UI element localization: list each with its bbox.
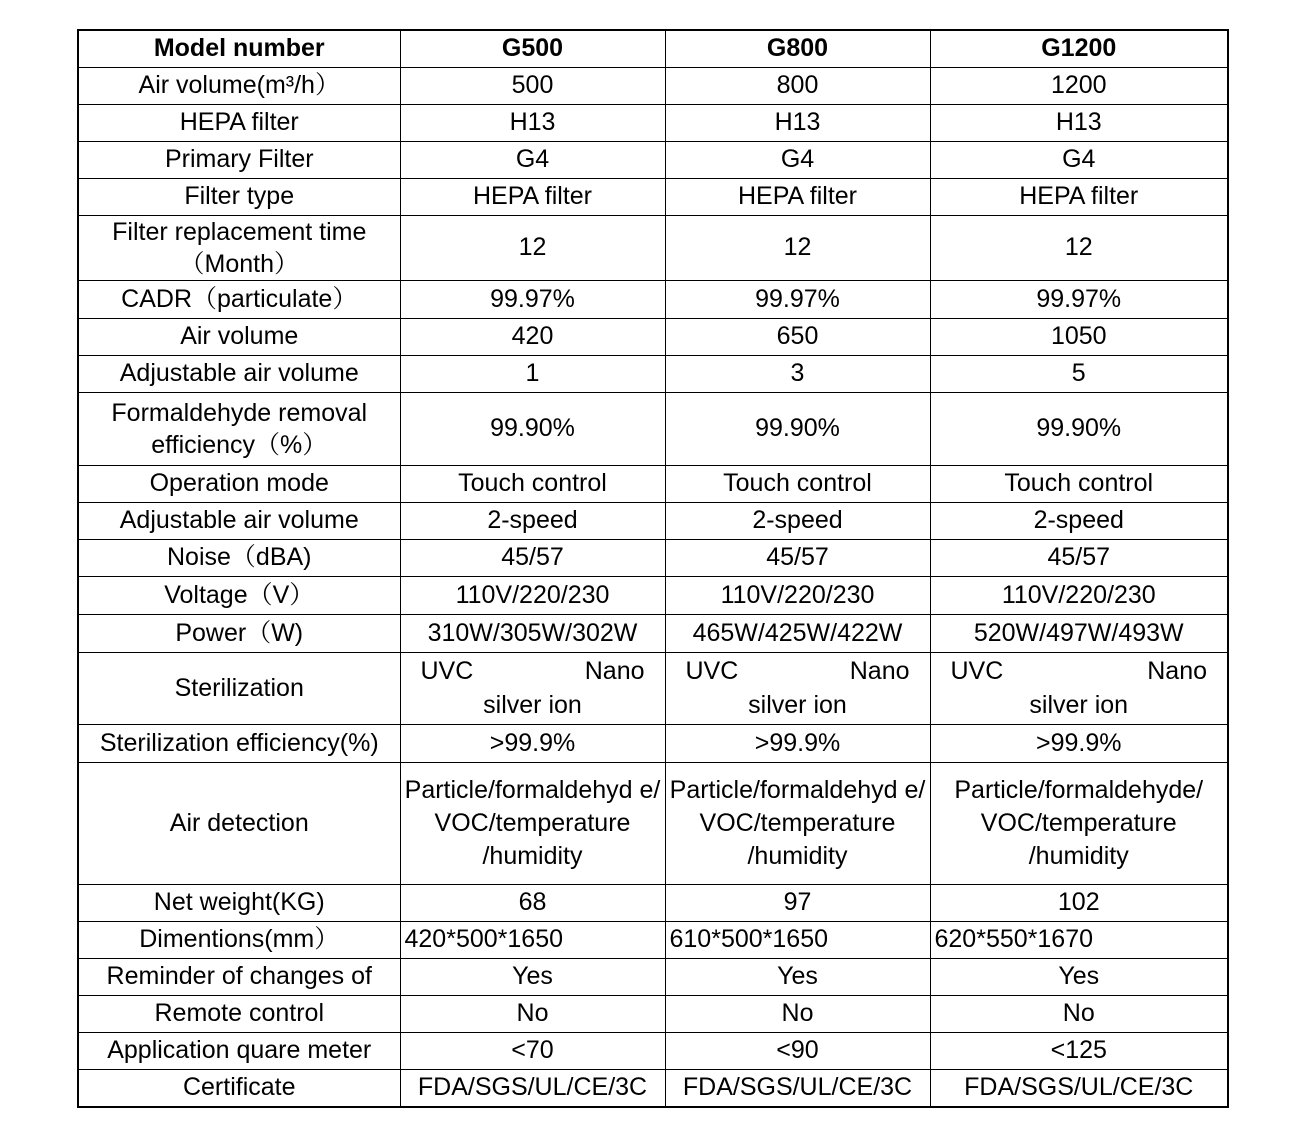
table-row bbox=[78, 280, 1228, 318]
table-row bbox=[78, 355, 1228, 392]
table-row bbox=[78, 1032, 1228, 1069]
cell-g800: 465W/425W/422W bbox=[665, 614, 930, 652]
table-row bbox=[78, 141, 1228, 178]
cell-g500: Yes bbox=[400, 958, 665, 995]
cell-g500 bbox=[400, 652, 665, 724]
cell-g800 bbox=[665, 652, 930, 724]
cell-g1200: 520W/497W/493W bbox=[930, 614, 1228, 652]
cell-g800: 97 bbox=[665, 884, 930, 921]
cell-g500: 110V/220/230 bbox=[400, 576, 665, 614]
cell-g800: Yes bbox=[665, 958, 930, 995]
row-label: Net weight(KG) bbox=[78, 884, 400, 921]
cell-g500: 99.97% bbox=[400, 280, 665, 318]
cell-g1200: 12 bbox=[930, 215, 1228, 280]
cell-g800: FDA/SGS/UL/CE/3C bbox=[665, 1069, 930, 1107]
cell-g1200: 1200 bbox=[930, 67, 1228, 104]
row-label: Certificate bbox=[78, 1069, 400, 1107]
cell-g800: H13 bbox=[665, 104, 930, 141]
row-label: Air volume bbox=[78, 318, 400, 355]
steril-silver-ion: silver ion bbox=[1029, 691, 1129, 719]
header-g1200: G1200 bbox=[930, 30, 1228, 67]
cell-g500: >99.9% bbox=[400, 724, 665, 762]
cell-g1200: HEPA filter bbox=[930, 178, 1228, 215]
cell-g800: 800 bbox=[665, 67, 930, 104]
table-row bbox=[78, 539, 1228, 576]
cell-g1200: G4 bbox=[930, 141, 1228, 178]
table-row bbox=[78, 465, 1228, 502]
cell-g1200: 110V/220/230 bbox=[930, 576, 1228, 614]
cell-g1200: <125 bbox=[930, 1032, 1228, 1069]
cell-g500: Touch control bbox=[400, 465, 665, 502]
row-label: HEPA filter bbox=[78, 104, 400, 141]
cell-g800: <90 bbox=[665, 1032, 930, 1069]
cell-g1200: Yes bbox=[930, 958, 1228, 995]
table-row bbox=[78, 318, 1228, 355]
cell-g800: 650 bbox=[665, 318, 930, 355]
row-label: Sterilization bbox=[78, 652, 400, 724]
cell-g1200: 1050 bbox=[930, 318, 1228, 355]
cell-g500: 2-speed bbox=[400, 502, 665, 539]
cell-g1200 bbox=[930, 652, 1228, 724]
cell-g1200: Particle/formaldehyde/ VOC/temperature /humidity bbox=[930, 762, 1228, 884]
cell-g500: No bbox=[400, 995, 665, 1032]
table-row bbox=[78, 921, 1228, 958]
steril-top-line bbox=[401, 653, 665, 689]
cell-g1200: 620*550*1670 bbox=[930, 921, 1228, 958]
cell-g500: 310W/305W/302W bbox=[400, 614, 665, 652]
row-label: Adjustable air volume bbox=[78, 355, 400, 392]
cell-g800: Particle/formaldehyd e/ VOC/temperature /humidity bbox=[665, 762, 930, 884]
cell-g1200: 5 bbox=[930, 355, 1228, 392]
steril-nano: Nano bbox=[584, 657, 645, 685]
header-model-number: Model number bbox=[78, 30, 400, 67]
spec-table bbox=[77, 29, 1229, 1108]
cell-g500: H13 bbox=[400, 104, 665, 141]
cell-g800: No bbox=[665, 995, 930, 1032]
cell-g800: 12 bbox=[665, 215, 930, 280]
steril-top-line bbox=[931, 653, 1228, 689]
cell-g800: 2-speed bbox=[665, 502, 930, 539]
cell-g500: 420*500*1650 bbox=[400, 921, 665, 958]
cell-g1200: >99.9% bbox=[930, 724, 1228, 762]
row-label: Filter type bbox=[78, 178, 400, 215]
row-label: Voltage（V） bbox=[78, 576, 400, 614]
row-label: Formaldehyde removal efficiency（%） bbox=[78, 392, 400, 465]
cell-g1200: No bbox=[930, 995, 1228, 1032]
row-label: Application quare meter bbox=[78, 1032, 400, 1069]
row-label: Air detection bbox=[78, 762, 400, 884]
table-row bbox=[78, 215, 1228, 280]
table-row bbox=[78, 392, 1228, 465]
cell-g800: >99.9% bbox=[665, 724, 930, 762]
steril-uvc: UVC bbox=[685, 657, 739, 685]
table-row bbox=[78, 1069, 1228, 1107]
row-label: Reminder of changes of bbox=[78, 958, 400, 995]
header-g500: G500 bbox=[400, 30, 665, 67]
cell-g500: 45/57 bbox=[400, 539, 665, 576]
table-row bbox=[78, 762, 1228, 884]
cell-g1200: 2-speed bbox=[930, 502, 1228, 539]
cell-g800: Touch control bbox=[665, 465, 930, 502]
row-label: Dimentions(mm） bbox=[78, 921, 400, 958]
cell-g1200: FDA/SGS/UL/CE/3C bbox=[930, 1069, 1228, 1107]
cell-g500: 68 bbox=[400, 884, 665, 921]
cell-g1200: Touch control bbox=[930, 465, 1228, 502]
table-row bbox=[78, 652, 1228, 724]
cell-g500: FDA/SGS/UL/CE/3C bbox=[400, 1069, 665, 1107]
cell-g500: 99.90% bbox=[400, 392, 665, 465]
cell-g500: Particle/formaldehyd e/ VOC/temperature /humidity bbox=[400, 762, 665, 884]
table-row bbox=[78, 995, 1228, 1032]
steril-uvc: UVC bbox=[420, 657, 474, 685]
table-row bbox=[78, 178, 1228, 215]
cell-g1200: 99.90% bbox=[930, 392, 1228, 465]
steril-nano: Nano bbox=[1147, 657, 1207, 685]
cell-g500: <70 bbox=[400, 1032, 665, 1069]
row-label: Filter replacement time （Month） bbox=[78, 215, 400, 280]
row-label: Primary Filter bbox=[78, 141, 400, 178]
cell-g800: 3 bbox=[665, 355, 930, 392]
table-row bbox=[78, 614, 1228, 652]
steril-top-line bbox=[666, 653, 930, 689]
cell-g500: HEPA filter bbox=[400, 178, 665, 215]
cell-g800: 110V/220/230 bbox=[665, 576, 930, 614]
table-row bbox=[78, 502, 1228, 539]
table-row bbox=[78, 104, 1228, 141]
row-label: Air volume(m³/h） bbox=[78, 67, 400, 104]
steril-silver-ion: silver ion bbox=[483, 691, 582, 719]
row-label: CADR（particulate） bbox=[78, 280, 400, 318]
cell-g500: 12 bbox=[400, 215, 665, 280]
cell-g800: 99.97% bbox=[665, 280, 930, 318]
row-label: Power（W) bbox=[78, 614, 400, 652]
cell-g500: G4 bbox=[400, 141, 665, 178]
cell-g500: 420 bbox=[400, 318, 665, 355]
cell-g1200: 45/57 bbox=[930, 539, 1228, 576]
table-row bbox=[78, 884, 1228, 921]
cell-g800: 610*500*1650 bbox=[665, 921, 930, 958]
table-row bbox=[78, 958, 1228, 995]
table-row bbox=[78, 724, 1228, 762]
table-row bbox=[78, 67, 1228, 104]
header-g800: G800 bbox=[665, 30, 930, 67]
row-label: Adjustable air volume bbox=[78, 502, 400, 539]
table-row bbox=[78, 576, 1228, 614]
steril-uvc: UVC bbox=[950, 657, 1004, 685]
header-row bbox=[78, 30, 1228, 67]
cell-g800: 45/57 bbox=[665, 539, 930, 576]
steril-silver-ion: silver ion bbox=[748, 691, 847, 719]
cell-g1200: 99.97% bbox=[930, 280, 1228, 318]
row-label: Noise（dBA) bbox=[78, 539, 400, 576]
cell-g800: HEPA filter bbox=[665, 178, 930, 215]
cell-g500: 500 bbox=[400, 67, 665, 104]
row-label: Remote control bbox=[78, 995, 400, 1032]
cell-g800: 99.90% bbox=[665, 392, 930, 465]
cell-g1200: H13 bbox=[930, 104, 1228, 141]
cell-g1200: 102 bbox=[930, 884, 1228, 921]
cell-g500: 1 bbox=[400, 355, 665, 392]
cell-g800: G4 bbox=[665, 141, 930, 178]
row-label: Operation mode bbox=[78, 465, 400, 502]
steril-nano: Nano bbox=[849, 657, 910, 685]
row-label: Sterilization efficiency(%) bbox=[78, 724, 400, 762]
